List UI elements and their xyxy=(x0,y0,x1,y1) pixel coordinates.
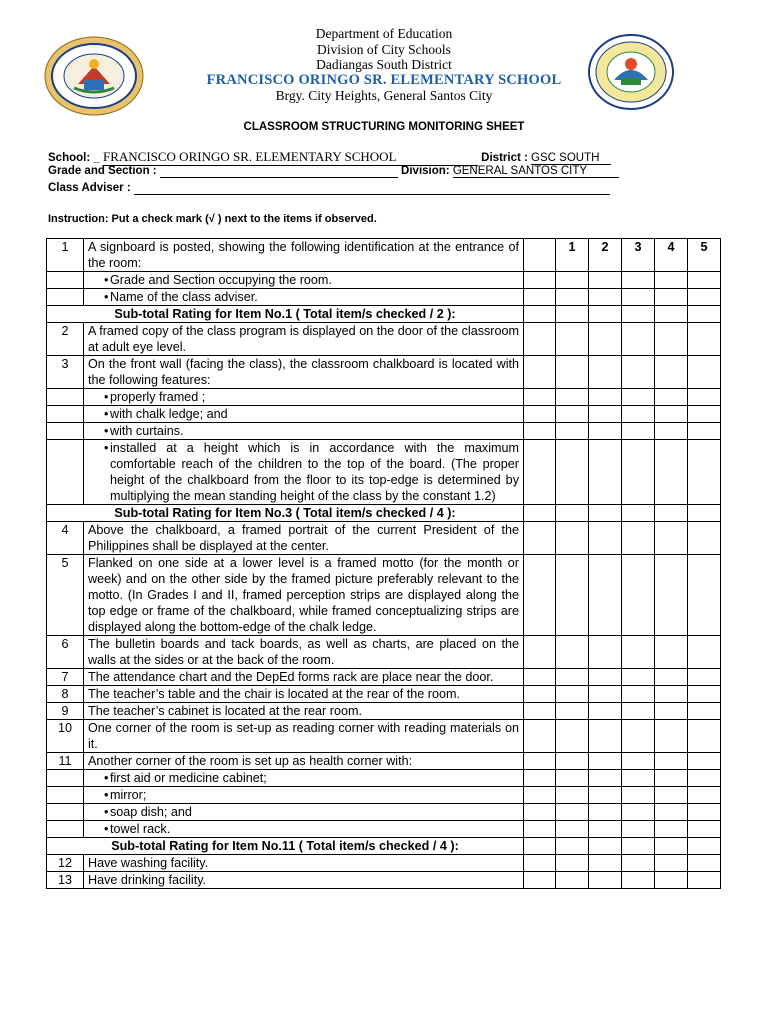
spacer-cell xyxy=(524,505,556,522)
rating-check-cell[interactable] xyxy=(589,821,622,838)
department-line: Department of Education xyxy=(315,26,453,41)
rating-check-cell[interactable] xyxy=(688,821,721,838)
rating-check-cell[interactable] xyxy=(655,636,688,669)
sub-item-cell xyxy=(84,423,524,440)
rating-check-cell[interactable] xyxy=(622,636,655,669)
rating-check-cell[interactable] xyxy=(688,289,721,306)
instruction-text: Instruction: Put a check mark (√ ) next to the items if observed. xyxy=(48,213,377,225)
rating-check-cell[interactable] xyxy=(556,720,589,753)
item-description: Have drinking facility. xyxy=(84,872,524,889)
rating-check-cell[interactable] xyxy=(589,522,622,555)
rating-check-cell[interactable] xyxy=(556,505,589,522)
sub-item-text: mirror; xyxy=(110,788,147,802)
sub-item-row xyxy=(47,289,721,306)
rating-check-cell[interactable] xyxy=(688,720,721,753)
rating-check-cell[interactable] xyxy=(688,406,721,423)
sub-item-cell xyxy=(84,770,524,787)
item-description: One corner of the room is set-up as reading corner with reading materials on it. xyxy=(84,720,524,753)
sub-item-text: with curtains. xyxy=(110,424,184,438)
item-number xyxy=(47,406,84,423)
item-number: 8 xyxy=(47,686,84,703)
rating-check-cell[interactable] xyxy=(589,389,622,406)
rating-header-4: 4 xyxy=(655,239,688,272)
item-row xyxy=(47,686,721,703)
rating-check-cell[interactable] xyxy=(688,669,721,686)
rating-check-cell[interactable] xyxy=(655,406,688,423)
rating-check-cell[interactable] xyxy=(589,838,622,855)
item-number xyxy=(47,389,84,406)
rating-check-cell[interactable] xyxy=(589,787,622,804)
rating-check-cell[interactable] xyxy=(688,389,721,406)
rating-header-5: 5 xyxy=(688,239,721,272)
rating-check-cell[interactable] xyxy=(655,855,688,872)
school-label: School xyxy=(48,152,87,164)
spacer-cell xyxy=(524,821,556,838)
sub-item-text: soap dish; and xyxy=(110,805,192,819)
rating-check-cell[interactable] xyxy=(622,703,655,720)
item-row xyxy=(47,522,721,555)
rating-check-cell[interactable] xyxy=(622,669,655,686)
rating-check-cell[interactable] xyxy=(688,838,721,855)
rating-check-cell[interactable] xyxy=(589,323,622,356)
rating-check-cell[interactable] xyxy=(556,838,589,855)
rating-check-cell[interactable] xyxy=(655,804,688,821)
bullet-icon: • xyxy=(104,805,109,819)
item-number xyxy=(47,272,84,289)
rating-check-cell[interactable] xyxy=(556,289,589,306)
adviser-label: Class Adviser xyxy=(48,182,124,194)
spacer-cell xyxy=(524,389,556,406)
rating-check-cell[interactable] xyxy=(655,323,688,356)
item-row xyxy=(47,356,721,389)
rating-check-cell[interactable] xyxy=(688,703,721,720)
bullet-icon: • xyxy=(104,390,109,404)
rating-check-cell[interactable] xyxy=(622,855,655,872)
item-description: The teacher’s cabinet is located at the rear room. xyxy=(84,703,524,720)
grade-info-line: Grade and Section : Division: GENERAL SANTOS CITY xyxy=(48,165,619,178)
item-number: 5 xyxy=(47,555,84,636)
item-number xyxy=(47,440,84,505)
rating-check-cell[interactable] xyxy=(589,406,622,423)
rating-check-cell[interactable] xyxy=(589,272,622,289)
district-label: District xyxy=(481,152,521,164)
rating-check-cell[interactable] xyxy=(622,872,655,889)
rating-check-cell[interactable] xyxy=(655,555,688,636)
rating-check-cell[interactable] xyxy=(688,505,721,522)
rating-check-cell[interactable] xyxy=(622,770,655,787)
rating-check-cell[interactable] xyxy=(688,440,721,505)
rating-check-cell[interactable] xyxy=(556,770,589,787)
rating-check-cell[interactable] xyxy=(556,389,589,406)
sub-item-cell xyxy=(84,440,524,505)
spacer-cell xyxy=(524,787,556,804)
rating-check-cell[interactable] xyxy=(688,787,721,804)
item-description: Have washing facility. xyxy=(84,855,524,872)
item-row xyxy=(47,720,721,753)
rating-check-cell[interactable] xyxy=(556,636,589,669)
item-row xyxy=(47,555,721,636)
rating-check-cell[interactable] xyxy=(556,669,589,686)
item-description: Another corner of the room is set up as health corner with: xyxy=(84,753,524,770)
item-number: 9 xyxy=(47,703,84,720)
rating-check-cell[interactable] xyxy=(556,787,589,804)
sub-item-row xyxy=(47,389,721,406)
sub-item-row xyxy=(47,787,721,804)
rating-check-cell[interactable] xyxy=(589,505,622,522)
rating-check-cell[interactable] xyxy=(556,423,589,440)
spacer-cell xyxy=(524,323,556,356)
subtotal-label: Sub-total Rating for Item No.11 ( Total item/s checked / 4 ): xyxy=(47,838,524,855)
rating-check-cell[interactable] xyxy=(556,356,589,389)
rating-check-cell[interactable] xyxy=(655,289,688,306)
rating-check-cell[interactable] xyxy=(556,872,589,889)
rating-check-cell[interactable] xyxy=(622,821,655,838)
sub-item-row xyxy=(47,423,721,440)
sub-item-text: first aid or medicine cabinet; xyxy=(110,771,267,785)
rating-check-cell[interactable] xyxy=(589,753,622,770)
rating-check-cell[interactable] xyxy=(589,555,622,636)
rating-check-cell[interactable] xyxy=(655,720,688,753)
rating-check-cell[interactable] xyxy=(556,522,589,555)
rating-check-cell[interactable] xyxy=(655,787,688,804)
item-description: The teacher’s table and the chair is located at the rear of the room. xyxy=(84,686,524,703)
rating-check-cell[interactable] xyxy=(622,686,655,703)
item-number: 4 xyxy=(47,522,84,555)
rating-check-cell[interactable] xyxy=(622,720,655,753)
item-row xyxy=(47,703,721,720)
rating-check-cell[interactable] xyxy=(688,686,721,703)
rating-check-cell[interactable] xyxy=(589,356,622,389)
item-number: 12 xyxy=(47,855,84,872)
spacer-cell xyxy=(524,522,556,555)
item-number xyxy=(47,423,84,440)
rating-check-cell[interactable] xyxy=(589,423,622,440)
rating-check-cell[interactable] xyxy=(655,838,688,855)
rating-check-cell[interactable] xyxy=(688,423,721,440)
item-row xyxy=(47,872,721,889)
sub-item-text: properly framed ; xyxy=(110,390,206,404)
rating-check-cell[interactable] xyxy=(688,272,721,289)
rating-check-cell[interactable] xyxy=(622,440,655,505)
rating-check-cell[interactable] xyxy=(589,872,622,889)
rating-check-cell[interactable] xyxy=(556,703,589,720)
rating-check-cell[interactable] xyxy=(556,753,589,770)
rating-check-cell[interactable] xyxy=(688,306,721,323)
item-row xyxy=(47,323,721,356)
sub-item-text: towel rack. xyxy=(110,822,171,836)
sub-item-cell xyxy=(84,787,524,804)
sub-item-row xyxy=(47,770,721,787)
rating-check-cell[interactable] xyxy=(655,423,688,440)
rating-check-cell[interactable] xyxy=(688,804,721,821)
item-number: 10 xyxy=(47,720,84,753)
sub-item-text: installed at a height which is in accordance with the maximum comfortable reach of the children to the top of the board. (The proper height of the chalkboard from the floor to its top-edge is determined by multiplying the mean standing height of the class by the constant 1.2) xyxy=(110,441,519,503)
rating-check-cell[interactable] xyxy=(556,306,589,323)
rating-check-cell[interactable] xyxy=(655,753,688,770)
rating-check-cell[interactable] xyxy=(655,669,688,686)
subtotal-row xyxy=(47,306,721,323)
item-description: Flanked on one side at a lower level is a framed motto (for the month or week) and on the other side by the framed picture preferably relevant to the motto. (In Grades I and II, framed perception strips are displayed along the top edge or frame of the chalkboard, while framed conceptualizing strips are displayed along the bottom-edge of the chalk ledge. xyxy=(84,555,524,636)
rating-check-cell[interactable] xyxy=(589,703,622,720)
rating-check-cell[interactable] xyxy=(655,356,688,389)
bullet-icon: • xyxy=(104,424,109,438)
school-name: FRANCISCO ORINGO SR. ELEMENTARY SCHOOL xyxy=(206,71,562,88)
rating-header-3: 3 xyxy=(622,239,655,272)
rating-check-cell[interactable] xyxy=(589,720,622,753)
item-description: A signboard is posted, showing the following identification at the entrance of the room: xyxy=(84,239,524,272)
rating-check-cell[interactable] xyxy=(688,555,721,636)
sub-item-cell xyxy=(84,272,524,289)
rating-check-cell[interactable] xyxy=(556,855,589,872)
rating-check-cell[interactable] xyxy=(622,804,655,821)
rating-check-cell[interactable] xyxy=(622,753,655,770)
rating-check-cell[interactable] xyxy=(688,872,721,889)
rating-check-cell[interactable] xyxy=(589,804,622,821)
rating-check-cell[interactable] xyxy=(655,686,688,703)
spacer-cell xyxy=(524,753,556,770)
item-number: 2 xyxy=(47,323,84,356)
sub-item-cell xyxy=(84,389,524,406)
rating-check-cell[interactable] xyxy=(688,753,721,770)
rating-check-cell[interactable] xyxy=(688,855,721,872)
rating-check-cell[interactable] xyxy=(655,306,688,323)
rating-check-cell[interactable] xyxy=(622,838,655,855)
rating-check-cell[interactable] xyxy=(655,389,688,406)
rating-check-cell[interactable] xyxy=(556,686,589,703)
subtotal-row xyxy=(47,838,721,855)
rating-check-cell[interactable] xyxy=(556,804,589,821)
rating-check-cell[interactable] xyxy=(655,272,688,289)
rating-check-cell[interactable] xyxy=(622,306,655,323)
rating-check-cell[interactable] xyxy=(655,505,688,522)
rating-check-cell[interactable] xyxy=(589,770,622,787)
rating-header-1: 1 xyxy=(556,239,589,272)
rating-check-cell[interactable] xyxy=(556,272,589,289)
sub-item-row xyxy=(47,406,721,423)
rating-check-cell[interactable] xyxy=(655,821,688,838)
division-value: GENERAL SANTOS CITY xyxy=(453,165,619,178)
bullet-icon: • xyxy=(104,290,109,304)
spacer-cell xyxy=(524,838,556,855)
item-row xyxy=(47,636,721,669)
rating-check-cell[interactable] xyxy=(589,440,622,505)
rating-check-cell[interactable] xyxy=(688,770,721,787)
sub-item-cell xyxy=(84,289,524,306)
subtotal-label: Sub-total Rating for Item No.3 ( Total item/s checked / 4 ): xyxy=(47,505,524,522)
rating-check-cell[interactable] xyxy=(622,522,655,555)
item-number: 6 xyxy=(47,636,84,669)
bullet-icon: • xyxy=(104,822,109,836)
rating-check-cell[interactable] xyxy=(556,323,589,356)
rating-check-cell[interactable] xyxy=(688,636,721,669)
school-address: Brgy. City Heights, General Santos City xyxy=(275,88,493,103)
rating-check-cell[interactable] xyxy=(622,505,655,522)
sub-item-text: Grade and Section occupying the room. xyxy=(110,273,332,287)
subtotal-label: Sub-total Rating for Item No.1 ( Total item/s checked / 2 ): xyxy=(47,306,524,323)
sub-item-row xyxy=(47,821,721,838)
rating-check-cell[interactable] xyxy=(556,555,589,636)
spacer-cell xyxy=(524,686,556,703)
item-number xyxy=(47,804,84,821)
item-description: The attendance chart and the DepEd forms rack are place near the door. xyxy=(84,669,524,686)
sub-item-cell xyxy=(84,406,524,423)
rating-check-cell[interactable] xyxy=(655,872,688,889)
rating-check-cell[interactable] xyxy=(589,669,622,686)
rating-check-cell[interactable] xyxy=(589,855,622,872)
bullet-icon: • xyxy=(104,407,109,421)
school-value: FRANCISCO ORINGO SR. ELEMENTARY SCHOOL xyxy=(103,149,478,166)
item-number: 13 xyxy=(47,872,84,889)
sheet-title: CLASSROOM STRUCTURING MONITORING SHEET xyxy=(243,121,525,133)
item-description: A framed copy of the class program is displayed on the door of the classroom at adult eye level. xyxy=(84,323,524,356)
rating-check-cell[interactable] xyxy=(688,356,721,389)
monitoring-table xyxy=(46,238,721,889)
rating-check-cell[interactable] xyxy=(556,406,589,423)
item-number: 11 xyxy=(47,753,84,770)
spacer-cell xyxy=(524,720,556,753)
item-row xyxy=(47,753,721,770)
sub-item-row xyxy=(47,804,721,821)
item-description: On the front wall (facing the class), the classroom chalkboard is located with the following features: xyxy=(84,356,524,389)
rating-check-cell[interactable] xyxy=(655,770,688,787)
grade-label: Grade and Section xyxy=(48,165,150,177)
spacer-cell xyxy=(524,555,556,636)
spacer-cell xyxy=(524,406,556,423)
division-line: Division of City Schools xyxy=(317,41,451,57)
rating-check-cell[interactable] xyxy=(589,306,622,323)
spacer-cell xyxy=(524,770,556,787)
item-number: 3 xyxy=(47,356,84,389)
spacer-cell xyxy=(524,636,556,669)
spacer-cell xyxy=(524,289,556,306)
sub-item-text: with chalk ledge; and xyxy=(110,407,228,421)
item-row xyxy=(47,855,721,872)
adviser-info-line: Class Adviser : xyxy=(48,182,610,195)
spacer-cell xyxy=(524,804,556,821)
spacer-cell xyxy=(524,872,556,889)
sub-item-text: Name of the class adviser. xyxy=(110,290,258,304)
sub-item-row xyxy=(47,440,721,505)
item-number: 7 xyxy=(47,669,84,686)
spacer-cell xyxy=(524,272,556,289)
spacer-cell xyxy=(524,306,556,323)
rating-check-cell[interactable] xyxy=(622,272,655,289)
rating-check-cell[interactable] xyxy=(556,821,589,838)
sub-item-cell xyxy=(84,821,524,838)
rating-check-cell[interactable] xyxy=(622,406,655,423)
rating-check-cell[interactable] xyxy=(589,289,622,306)
spacer-cell xyxy=(524,239,556,272)
item-description: The bulletin boards and tack boards, as well as charts, are placed on the walls at the sides or at the back of the room. xyxy=(84,636,524,669)
bullet-icon: • xyxy=(104,441,109,455)
rating-check-cell[interactable] xyxy=(688,323,721,356)
school-info-line: School: _ FRANCISCO ORINGO SR. ELEMENTARY SCHOOL District : GSC SOUTH xyxy=(48,149,611,166)
rating-header-2: 2 xyxy=(589,239,622,272)
rating-check-cell[interactable] xyxy=(622,356,655,389)
rating-check-cell[interactable] xyxy=(655,522,688,555)
spacer-cell xyxy=(524,356,556,389)
item-number: 1 xyxy=(47,239,84,272)
bullet-icon: • xyxy=(104,788,109,802)
spacer-cell xyxy=(524,423,556,440)
division-label: Division xyxy=(401,165,446,177)
grade-value-blank xyxy=(160,165,398,178)
rating-check-cell[interactable] xyxy=(622,323,655,356)
item-row xyxy=(47,669,721,686)
rating-check-cell[interactable] xyxy=(556,440,589,505)
spacer-cell xyxy=(524,669,556,686)
spacer-cell xyxy=(524,703,556,720)
item-row xyxy=(47,239,721,272)
item-number xyxy=(47,289,84,306)
district-line: Dadiangas South District xyxy=(316,57,452,72)
spacer-cell xyxy=(524,440,556,505)
spacer-cell xyxy=(524,855,556,872)
item-number xyxy=(47,787,84,804)
rating-check-cell[interactable] xyxy=(655,440,688,505)
adviser-value-blank xyxy=(134,182,610,195)
sub-item-row xyxy=(47,272,721,289)
item-description: Above the chalkboard, a framed portrait of the current President of the Philippines shall be displayed at the center. xyxy=(84,522,524,555)
rating-check-cell[interactable] xyxy=(688,522,721,555)
rating-check-cell[interactable] xyxy=(589,686,622,703)
rating-check-cell[interactable] xyxy=(622,423,655,440)
item-number xyxy=(47,821,84,838)
rating-check-cell[interactable] xyxy=(622,555,655,636)
letterhead xyxy=(0,26,768,104)
sub-item-cell xyxy=(84,804,524,821)
rating-check-cell[interactable] xyxy=(655,703,688,720)
district-value: GSC SOUTH xyxy=(531,152,611,165)
subtotal-row xyxy=(47,505,721,522)
bullet-icon: • xyxy=(104,273,109,287)
item-number xyxy=(47,770,84,787)
bullet-icon: • xyxy=(104,771,109,785)
rating-check-cell[interactable] xyxy=(589,636,622,669)
rating-check-cell[interactable] xyxy=(622,787,655,804)
rating-check-cell[interactable] xyxy=(622,389,655,406)
rating-check-cell[interactable] xyxy=(622,289,655,306)
